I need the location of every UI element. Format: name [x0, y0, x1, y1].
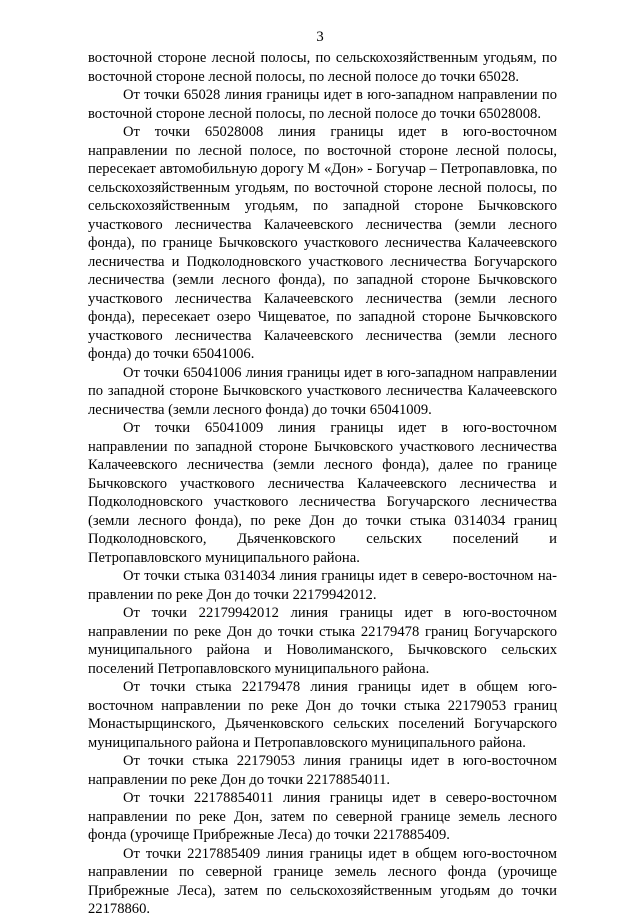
paragraph: От точки 22178854011 линия границы идет в северо-восточном направлении по реке Дон, затем по северной границе земель лесного фонда (урочище Прибрежные Леса) до точки 2217885409.	[88, 790, 557, 843]
document-body	[88, 49, 557, 919]
paragraph: От точки 65028 линия границы идет в юго-западном направлении по восточной стороне лесной полосы, по лесной полосе до точки 65028008.	[88, 87, 557, 122]
page-number: 3	[316, 29, 324, 45]
paragraph: От точки стыка 0314034 линия границы идет в северо-восточном направлении по реке Дон до точки 22179942012.	[88, 568, 557, 603]
paragraph: От точки 65028008 линия границы идет в юго-восточном направлении по лесной полосе, по восточной стороне лесной полосы, пересекает автомобильную дорогу М «Дон» - Богучар – Петропавловка, по сельскохозяйственным угодьям, по восточной стороне лесной полосы, по сельскохозяйственным угодьям, по западной стороне Бычковского участкового лесничества Калачеевского лесничества (земли лесного фонда), по границе Бычковского участкового лесничества Калачеевского лесничества и Подколодновского участкового лесничества Богучарского лесничества (земли лесного фонда), по западной стороне Бычковского участкового лесничества Калачеевского лесничества (земли лесного фонда), пересекает озеро Чищеватое, по западной стороне Бычковского участкового лесничества Калачеевского лесничества (земли лесного фонда) до точки 65041006.	[88, 124, 557, 362]
paragraph: От точки 22179942012 линия границы идет в юго-восточном направлении по реке Дон до точки стыка 22179478 границ Богучарского муниципального района и Новолиманского, Бычковского сельских поселений Петропавловского муниципального района.	[88, 605, 557, 677]
paragraph: От точки 2217885409 линия границы идет в общем юго-восточном направлении по северной границе земель лесного фонда (урочище Прибрежные Леса), затем по сельскохозяйственным угодьям до точки 22178860.	[88, 845, 557, 917]
paragraph-continued: восточной стороне лесной полосы, по сельскохозяйственным угодьям, по восточной стороне лесной полосы, по лесной полосе до точки 65028.	[88, 50, 557, 85]
paragraph: От точки стыка 22179478 линия границы идет в общем юго-восточном направлении по реке Дон до точки стыка 22179053 границ Монастырщинского, Дьяченковского сельских поселений Богучарского муниципального района и Петропавловского муниципального района.	[88, 679, 557, 751]
paragraph: От точки стыка 22179053 линия границы идет в юго-восточном направлении по реке Дон до точки 22178854011.	[88, 753, 557, 788]
paragraph: От точки 65041006 линия границы идет в юго-западном направлении по западной стороне Бычковского участкового лесничества Калачеевского лесничества (земли лесного фонда) до точки 65041009.	[88, 364, 557, 418]
paragraph: От точки 65041009 линия границы идет в юго-восточном направлении по западной стороне Бычковского участкового лесничества Калачеевского лесничества (земли лесного фонда), далее по границе Бычковского участкового лесничества Калачеевского лесничества и Подколодновского участкового лесничества Богучарского лесничества (земли лесного фонда), по реке Дон до точки стыка 0314034 границ Подколодновского, Дьяченковского сельских поселений и Петропавловского муниципального района.	[88, 420, 557, 566]
